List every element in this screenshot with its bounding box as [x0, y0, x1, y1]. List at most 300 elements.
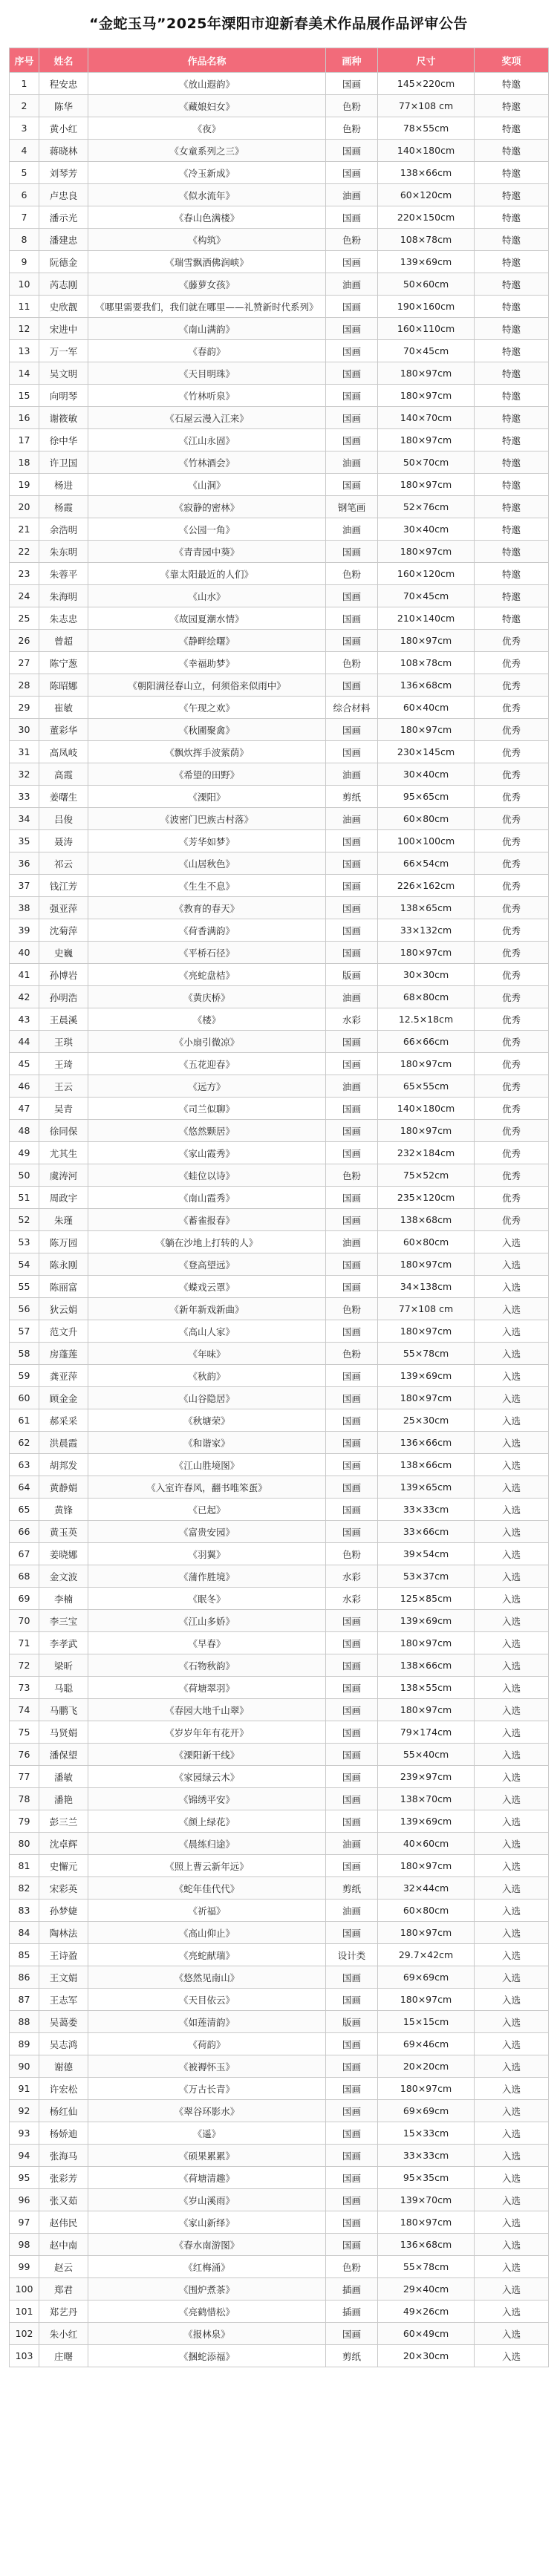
- cell-size: 52×76cm: [378, 496, 475, 518]
- cell-index: 43: [10, 1008, 39, 1031]
- cell-index: 19: [10, 474, 39, 496]
- cell-index: 95: [10, 2167, 39, 2189]
- cell-title: 《教育的春天》: [88, 897, 326, 919]
- header-medium: 画种: [326, 48, 378, 73]
- cell-title: 《瑞雪飘洒佛润峡》: [88, 251, 326, 273]
- cell-medium: 国画: [326, 585, 378, 607]
- cell-size: 190×160cm: [378, 296, 475, 318]
- cell-name: 赵伟民: [39, 2211, 88, 2234]
- cell-size: 77×108 cm: [378, 1298, 475, 1320]
- cell-size: 125×85cm: [378, 1588, 475, 1610]
- cell-award: 入选: [475, 1565, 549, 1588]
- table-row: [10, 1476, 549, 1499]
- cell-award: 特邀: [475, 73, 549, 95]
- cell-size: 29.7×42cm: [378, 1944, 475, 1966]
- cell-award: 入选: [475, 1788, 549, 1810]
- cell-title: 《悠然见南山》: [88, 1966, 326, 1989]
- cell-index: 64: [10, 1476, 39, 1499]
- cell-award: 入选: [475, 1231, 549, 1253]
- cell-size: 20×30cm: [378, 2345, 475, 2367]
- cell-medium: 剪纸: [326, 786, 378, 808]
- cell-award: 入选: [475, 2011, 549, 2033]
- cell-name: 杨红仙: [39, 2100, 88, 2122]
- cell-title: 《希望的田野》: [88, 763, 326, 786]
- cell-award: 特邀: [475, 184, 549, 206]
- cell-award: 入选: [475, 1721, 549, 1744]
- cell-name: 徐同保: [39, 1120, 88, 1142]
- cell-medium: 综合材料: [326, 697, 378, 719]
- cell-title: 《春园大地千山翠》: [88, 1699, 326, 1721]
- cell-award: 入选: [475, 1320, 549, 1343]
- cell-index: 35: [10, 830, 39, 852]
- cell-index: 45: [10, 1053, 39, 1075]
- cell-size: 32×44cm: [378, 1877, 475, 1900]
- cell-title: 《溧阳》: [88, 786, 326, 808]
- cell-medium: 色粉: [326, 229, 378, 251]
- cell-medium: 国画: [326, 1966, 378, 1989]
- table-row: [10, 2278, 549, 2301]
- table-row: [10, 296, 549, 318]
- cell-index: 34: [10, 808, 39, 830]
- cell-award: 入选: [475, 1989, 549, 2011]
- cell-index: 10: [10, 273, 39, 296]
- cell-size: 160×120cm: [378, 563, 475, 585]
- table-row: [10, 697, 549, 719]
- cell-size: 139×69cm: [378, 251, 475, 273]
- cell-award: 特邀: [475, 518, 549, 541]
- cell-size: 138×66cm: [378, 162, 475, 184]
- cell-title: 《荷香满韵》: [88, 919, 326, 942]
- cell-name: 陈万园: [39, 1231, 88, 1253]
- header-name: 姓名: [39, 48, 88, 73]
- cell-index: 44: [10, 1031, 39, 1053]
- cell-title: 《岁岁年年有花开》: [88, 1721, 326, 1744]
- header-title: 作品名称: [88, 48, 326, 73]
- table-row: [10, 719, 549, 741]
- cell-award: 优秀: [475, 1164, 549, 1187]
- cell-medium: 国画: [326, 1031, 378, 1053]
- cell-name: 朱蓉平: [39, 563, 88, 585]
- table-row: [10, 496, 549, 518]
- cell-name: 潘艳: [39, 1788, 88, 1810]
- cell-index: 28: [10, 674, 39, 697]
- table-row: [10, 830, 549, 852]
- cell-medium: 国画: [326, 1721, 378, 1744]
- cell-name: 史巍: [39, 942, 88, 964]
- cell-index: 51: [10, 1187, 39, 1209]
- table-row: [10, 2301, 549, 2323]
- cell-award: 特邀: [475, 407, 549, 429]
- cell-title: 《石屋云漫入江来》: [88, 407, 326, 429]
- cell-title: 《芳华如梦》: [88, 830, 326, 852]
- cell-award: 优秀: [475, 875, 549, 897]
- cell-index: 50: [10, 1164, 39, 1187]
- table-row: [10, 986, 549, 1008]
- cell-size: 70×45cm: [378, 340, 475, 362]
- cell-name: 李三宝: [39, 1610, 88, 1632]
- cell-medium: 油画: [326, 986, 378, 1008]
- cell-medium: 国画: [326, 1276, 378, 1298]
- table-row: [10, 1855, 549, 1877]
- cell-name: 潘示光: [39, 206, 88, 229]
- cell-title: 《藏娘妇女》: [88, 95, 326, 117]
- cell-name: 郝采采: [39, 1409, 88, 1432]
- cell-index: 74: [10, 1699, 39, 1721]
- cell-title: 《万古长青》: [88, 2078, 326, 2100]
- cell-size: 138×70cm: [378, 1788, 475, 1810]
- cell-title: 《翠谷环影水》: [88, 2100, 326, 2122]
- cell-name: 彭三兰: [39, 1810, 88, 1833]
- cell-size: 138×55cm: [378, 1677, 475, 1699]
- cell-name: 朱志忠: [39, 607, 88, 630]
- cell-size: 180×97cm: [378, 630, 475, 652]
- cell-medium: 国画: [326, 719, 378, 741]
- cell-name: 宋彩英: [39, 1877, 88, 1900]
- cell-award: 优秀: [475, 719, 549, 741]
- table-row: [10, 1187, 549, 1209]
- cell-medium: 油画: [326, 1231, 378, 1253]
- cell-award: 入选: [475, 2323, 549, 2345]
- cell-name: 余浩明: [39, 518, 88, 541]
- table-row: [10, 674, 549, 697]
- cell-size: 60×40cm: [378, 697, 475, 719]
- cell-award: 入选: [475, 1409, 549, 1432]
- cell-medium: 国画: [326, 875, 378, 897]
- cell-award: 入选: [475, 1454, 549, 1476]
- cell-title: 《蛙位以诗》: [88, 1164, 326, 1187]
- cell-name: 许卫国: [39, 451, 88, 474]
- table-row: [10, 117, 549, 140]
- cell-index: 71: [10, 1632, 39, 1654]
- cell-award: 特邀: [475, 251, 549, 273]
- cell-medium: 油画: [326, 1075, 378, 1098]
- cell-award: 优秀: [475, 652, 549, 674]
- cell-title: 《江山永固》: [88, 429, 326, 451]
- cell-index: 54: [10, 1253, 39, 1276]
- cell-index: 80: [10, 1833, 39, 1855]
- page-title: “金蛇玉马”2025年溧阳市迎新春美术作品展作品评审公告: [89, 16, 468, 32]
- cell-title: 《红梅涌》: [88, 2256, 326, 2278]
- cell-index: 49: [10, 1142, 39, 1164]
- table-row: [10, 1788, 549, 1810]
- cell-award: 特邀: [475, 585, 549, 607]
- cell-name: 李孝武: [39, 1632, 88, 1654]
- cell-medium: 国画: [326, 1387, 378, 1409]
- cell-award: 入选: [475, 1699, 549, 1721]
- cell-award: 优秀: [475, 808, 549, 830]
- cell-award: 入选: [475, 2145, 549, 2167]
- cell-name: 金文波: [39, 1565, 88, 1588]
- cell-name: 孙博岩: [39, 964, 88, 986]
- cell-name: 王诗盈: [39, 1944, 88, 1966]
- cell-medium: 国画: [326, 1766, 378, 1788]
- cell-name: 陈丽富: [39, 1276, 88, 1298]
- cell-size: 33×33cm: [378, 2145, 475, 2167]
- cell-award: 优秀: [475, 1008, 549, 1031]
- cell-award: 入选: [475, 1476, 549, 1499]
- cell-name: 杨进: [39, 474, 88, 496]
- cell-size: 180×97cm: [378, 385, 475, 407]
- table-row: [10, 2100, 549, 2122]
- cell-name: 王晨溪: [39, 1008, 88, 1031]
- cell-award: 入选: [475, 1855, 549, 1877]
- cell-index: 46: [10, 1075, 39, 1098]
- cell-size: 33×132cm: [378, 919, 475, 942]
- cell-award: 特邀: [475, 385, 549, 407]
- cell-size: 139×65cm: [378, 1476, 475, 1499]
- cell-title: 《楼》: [88, 1008, 326, 1031]
- cell-name: 范文升: [39, 1320, 88, 1343]
- cell-title: 《蒲作胜境》: [88, 1565, 326, 1588]
- cell-award: 优秀: [475, 630, 549, 652]
- cell-title: 《山水》: [88, 585, 326, 607]
- cell-index: 58: [10, 1343, 39, 1365]
- cell-index: 86: [10, 1966, 39, 1989]
- cell-title: 《山谷隐居》: [88, 1387, 326, 1409]
- cell-index: 52: [10, 1209, 39, 1231]
- cell-award: 特邀: [475, 474, 549, 496]
- cell-title: 《羽翼》: [88, 1543, 326, 1565]
- cell-award: 入选: [475, 1654, 549, 1677]
- cell-size: 140×180cm: [378, 140, 475, 162]
- table-header-row: [10, 48, 549, 73]
- table-row: [10, 652, 549, 674]
- cell-size: 140×70cm: [378, 407, 475, 429]
- cell-award: 优秀: [475, 919, 549, 942]
- cell-name: 孙明浩: [39, 986, 88, 1008]
- table-row: [10, 1966, 549, 1989]
- table-row: [10, 1699, 549, 1721]
- cell-medium: 钢笔画: [326, 496, 378, 518]
- cell-medium: 国画: [326, 73, 378, 95]
- cell-title: 《藤萝女孩》: [88, 273, 326, 296]
- cell-title: 《被褥怀玉》: [88, 2055, 326, 2078]
- cell-name: 刘琴芳: [39, 162, 88, 184]
- cell-index: 16: [10, 407, 39, 429]
- cell-size: 180×97cm: [378, 541, 475, 563]
- cell-award: 入选: [475, 1810, 549, 1833]
- table-row: [10, 1632, 549, 1654]
- cell-size: 30×40cm: [378, 518, 475, 541]
- cell-name: 洪晨霞: [39, 1432, 88, 1454]
- cell-title: 《竹林酒会》: [88, 451, 326, 474]
- table-row: [10, 273, 549, 296]
- table-row: [10, 407, 549, 429]
- cell-award: 入选: [475, 2256, 549, 2278]
- cell-size: 136×68cm: [378, 2234, 475, 2256]
- cell-title: 《公园一角》: [88, 518, 326, 541]
- cell-name: 王文娟: [39, 1966, 88, 1989]
- table-row: [10, 607, 549, 630]
- cell-medium: 油画: [326, 518, 378, 541]
- cell-name: 向明琴: [39, 385, 88, 407]
- cell-index: 11: [10, 296, 39, 318]
- cell-award: 优秀: [475, 1187, 549, 1209]
- cell-medium: 色粉: [326, 1164, 378, 1187]
- cell-medium: 国画: [326, 2234, 378, 2256]
- cell-name: 黄玉英: [39, 1521, 88, 1543]
- cell-index: 5: [10, 162, 39, 184]
- cell-name: 陈昭娜: [39, 674, 88, 697]
- cell-index: 4: [10, 140, 39, 162]
- cell-name: 周政宇: [39, 1187, 88, 1209]
- table-row: [10, 2211, 549, 2234]
- cell-medium: 色粉: [326, 1543, 378, 1565]
- table-row: [10, 1989, 549, 2011]
- cell-size: 95×65cm: [378, 786, 475, 808]
- cell-award: 入选: [475, 1966, 549, 1989]
- cell-medium: 国画: [326, 1677, 378, 1699]
- cell-name: 梁昕: [39, 1654, 88, 1677]
- cell-medium: 油画: [326, 1833, 378, 1855]
- cell-medium: 剪纸: [326, 2345, 378, 2367]
- cell-index: 92: [10, 2100, 39, 2122]
- table-row: [10, 1922, 549, 1944]
- cell-size: 55×78cm: [378, 1343, 475, 1365]
- cell-name: 虞涛河: [39, 1164, 88, 1187]
- cell-size: 77×108 cm: [378, 95, 475, 117]
- table-row: [10, 786, 549, 808]
- table-row: [10, 1499, 549, 1521]
- table-row: [10, 897, 549, 919]
- cell-size: 60×80cm: [378, 1900, 475, 1922]
- cell-award: 入选: [475, 1499, 549, 1521]
- cell-title: 《溧阳新干线》: [88, 1744, 326, 1766]
- cell-medium: 国画: [326, 1632, 378, 1654]
- cell-medium: 国画: [326, 140, 378, 162]
- cell-size: 33×66cm: [378, 1521, 475, 1543]
- cell-index: 67: [10, 1543, 39, 1565]
- table-row: [10, 385, 549, 407]
- cell-name: 黄锋: [39, 1499, 88, 1521]
- cell-award: 优秀: [475, 786, 549, 808]
- table-row: [10, 1588, 549, 1610]
- table-row: [10, 541, 549, 563]
- cell-award: 入选: [475, 2278, 549, 2301]
- cell-name: 王志军: [39, 1989, 88, 2011]
- table-row: [10, 1766, 549, 1788]
- cell-size: 232×184cm: [378, 1142, 475, 1164]
- cell-award: 入选: [475, 1298, 549, 1320]
- table-row: [10, 95, 549, 117]
- cell-size: 60×49cm: [378, 2323, 475, 2345]
- cell-size: 15×33cm: [378, 2122, 475, 2145]
- table-body: [10, 73, 549, 2367]
- table-row: [10, 1253, 549, 1276]
- cell-name: 吴蔼娄: [39, 2011, 88, 2033]
- cell-medium: 国画: [326, 2122, 378, 2145]
- cell-title: 《祈福》: [88, 1900, 326, 1922]
- cell-size: 55×40cm: [378, 1744, 475, 1766]
- cell-name: 蒋晓林: [39, 140, 88, 162]
- cell-name: 陶林法: [39, 1922, 88, 1944]
- cell-award: 入选: [475, 1387, 549, 1409]
- cell-title: 《黄庆桥》: [88, 986, 326, 1008]
- header-index: 序号: [10, 48, 39, 73]
- cell-award: 入选: [475, 1877, 549, 1900]
- table-row: [10, 1543, 549, 1565]
- cell-title: 《捆蛇添福》: [88, 2345, 326, 2367]
- table-row: [10, 942, 549, 964]
- cell-award: 入选: [475, 2301, 549, 2323]
- cell-award: 特邀: [475, 429, 549, 451]
- cell-award: 入选: [475, 2100, 549, 2122]
- cell-name: 崔敏: [39, 697, 88, 719]
- cell-index: 69: [10, 1588, 39, 1610]
- cell-name: 陈宁葱: [39, 652, 88, 674]
- cell-name: 宋进中: [39, 318, 88, 340]
- cell-name: 胡邦发: [39, 1454, 88, 1476]
- cell-title: 《秋圃聚禽》: [88, 719, 326, 741]
- cell-title: 《朝阳满径春山立，何须俗来似雨中》: [88, 674, 326, 697]
- cell-index: 39: [10, 919, 39, 942]
- cell-title: 《秋韵》: [88, 1365, 326, 1387]
- cell-name: 沈卓辉: [39, 1833, 88, 1855]
- cell-title: 《悠然颗居》: [88, 1120, 326, 1142]
- cell-size: 95×35cm: [378, 2167, 475, 2189]
- cell-title: 《高山仰止》: [88, 1922, 326, 1944]
- table-row: [10, 1120, 549, 1142]
- cell-medium: 国画: [326, 2033, 378, 2055]
- cell-medium: 版画: [326, 2011, 378, 2033]
- cell-award: 特邀: [475, 496, 549, 518]
- cell-index: 17: [10, 429, 39, 451]
- cell-index: 30: [10, 719, 39, 741]
- cell-award: 入选: [475, 2211, 549, 2234]
- table-row: [10, 2189, 549, 2211]
- cell-index: 90: [10, 2055, 39, 2078]
- cell-index: 31: [10, 741, 39, 763]
- cell-medium: 国画: [326, 1699, 378, 1721]
- cell-award: 优秀: [475, 741, 549, 763]
- cell-title: 《寂静的密林》: [88, 496, 326, 518]
- table-row: [10, 2345, 549, 2367]
- cell-name: 杨娇迪: [39, 2122, 88, 2145]
- cell-award: 特邀: [475, 362, 549, 385]
- table-row: [10, 875, 549, 897]
- cell-medium: 国画: [326, 1120, 378, 1142]
- cell-title: 《放山遐韵》: [88, 73, 326, 95]
- cell-medium: 国画: [326, 1989, 378, 2011]
- cell-title: 《幸福助梦》: [88, 652, 326, 674]
- table-row: [10, 763, 549, 786]
- table-row: [10, 1833, 549, 1855]
- cell-medium: 油画: [326, 273, 378, 296]
- cell-name: 卢忠良: [39, 184, 88, 206]
- cell-index: 77: [10, 1766, 39, 1788]
- header-size: 尺寸: [378, 48, 475, 73]
- cell-award: 优秀: [475, 1120, 549, 1142]
- table-row: [10, 1721, 549, 1744]
- cell-medium: 国画: [326, 318, 378, 340]
- cell-name: 庄曙: [39, 2345, 88, 2367]
- cell-medium: 国画: [326, 1855, 378, 1877]
- cell-medium: 色粉: [326, 95, 378, 117]
- cell-index: 82: [10, 1877, 39, 1900]
- table-row: [10, 1365, 549, 1387]
- cell-index: 73: [10, 1677, 39, 1699]
- cell-size: 12.5×18cm: [378, 1008, 475, 1031]
- cell-medium: 国画: [326, 251, 378, 273]
- cell-size: 139×69cm: [378, 1610, 475, 1632]
- cell-index: 62: [10, 1432, 39, 1454]
- table-row: [10, 1565, 549, 1588]
- cell-index: 101: [10, 2301, 39, 2323]
- cell-award: 特邀: [475, 206, 549, 229]
- table-row: [10, 2078, 549, 2100]
- cell-name: 高凤岐: [39, 741, 88, 763]
- cell-name: 曾超: [39, 630, 88, 652]
